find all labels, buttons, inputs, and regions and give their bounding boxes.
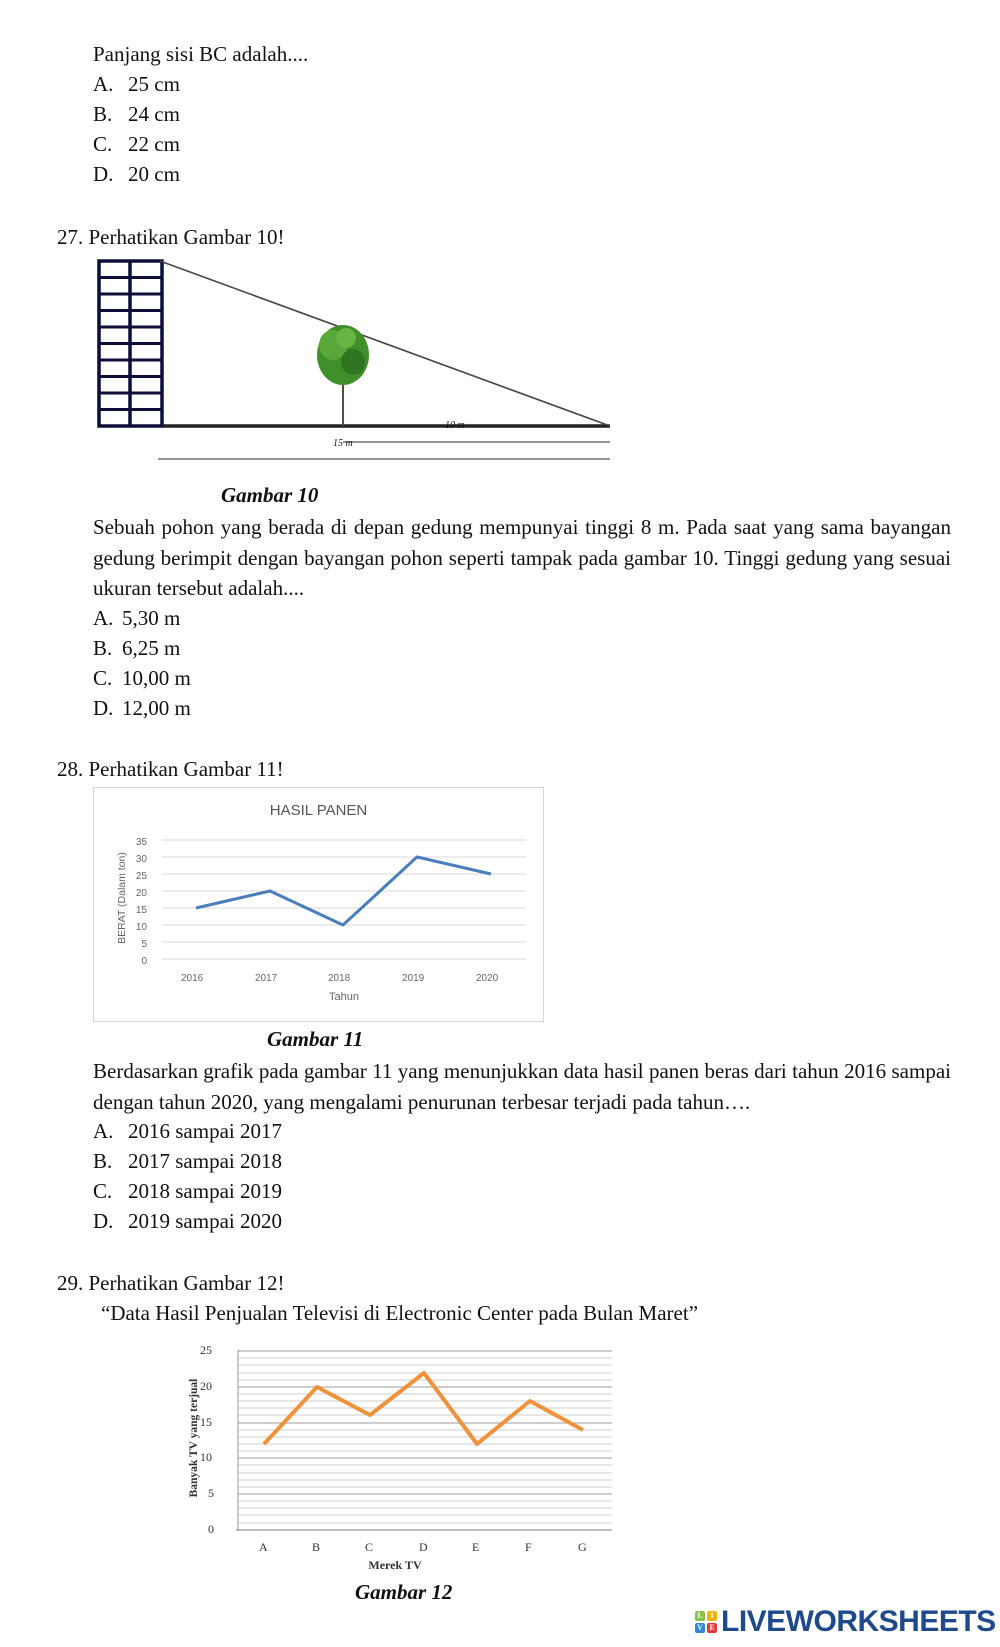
x-axis-label: Tahun <box>329 991 359 1003</box>
x-axis-label: Merek TV <box>368 1558 422 1572</box>
q26-prompt: Panjang sisi BC adalah.... <box>93 42 309 66</box>
label-10m: 10 m <box>445 420 465 431</box>
logo-tiles-icon: L I V E <box>695 1611 717 1633</box>
x-tick: A <box>259 1540 268 1554</box>
chart-title: HASIL PANEN <box>269 802 368 819</box>
y-ticks: 35 30 25 20 15 10 5 0 <box>135 837 147 967</box>
y-tick: 15 <box>200 1415 212 1429</box>
q27-heading: 27. Perhatikan Gambar 10! <box>57 225 285 249</box>
tree-icon <box>317 325 369 426</box>
y-tick: 25 <box>200 1343 212 1357</box>
y-tick: 5 <box>208 1486 214 1500</box>
q28-body: Berdasarkan grafik pada gambar 11 yang menunjukkan data hasil panen beras dari tahun 2016 sampai dengan tahun 2020, yang mengalami penurunan terbesar terjadi pada tahun…. <box>93 1059 951 1114</box>
figure-10-caption: Gambar 10 <box>221 483 319 507</box>
q27-option-d: D. 12,00 m <box>93 696 191 720</box>
x-tick: B <box>312 1540 321 1554</box>
q26-option-c: C. 22 cm <box>93 132 180 156</box>
x-tick: 2018 <box>328 973 351 984</box>
label-15m: 15 m <box>333 438 353 449</box>
liveworksheets-logo <box>695 1605 996 1639</box>
chart-hasil-panen <box>93 787 544 1022</box>
y-tick: 10 <box>200 1450 212 1464</box>
q26-option-a: A. 25 cm <box>93 72 180 96</box>
q28-option-b: B. 2017 sampai 2018 <box>93 1149 282 1173</box>
x-tick: 2019 <box>402 973 425 984</box>
x-tick: C <box>365 1540 374 1554</box>
q27-body: Sebuah pohon yang berada di depan gedung mempunyai tinggi 8 m. Pada saat yang sama bayangan gedung berimpit dengan bayangan pohon seperti tampak pada gambar 10. Tinggi gedung yang sesuai ukuran tersebut adalah.... <box>93 515 951 600</box>
brand-name: LIVEWORKSHEETS <box>721 1605 996 1638</box>
q27-option-a: A. 5,30 m <box>93 606 181 630</box>
x-tick: E <box>472 1540 480 1554</box>
q26-option-d: D. 20 cm <box>93 162 180 186</box>
q27-option-b: B. 6,25 m <box>93 636 181 660</box>
figure-12-caption: Gambar 12 <box>355 1580 453 1604</box>
x-tick: D <box>419 1540 428 1554</box>
q29-heading: 29. Perhatikan Gambar 12! <box>57 1271 285 1295</box>
building-icon <box>99 261 162 426</box>
y-axis-label: Banyak TV yang terjual <box>188 1378 200 1498</box>
y-axis-label: BERAT (Dalam ton) <box>116 852 128 944</box>
q28-heading: 28. Perhatikan Gambar 11! <box>57 757 284 781</box>
q28-option-d: D. 2019 sampai 2020 <box>93 1209 282 1233</box>
figure-11-caption: Gambar 11 <box>267 1027 364 1051</box>
q28-option-c: C. 2018 sampai 2019 <box>93 1179 282 1203</box>
q26-option-b: B. 24 cm <box>93 102 180 126</box>
figure-10 <box>50 250 610 480</box>
x-tick: 2016 <box>181 973 204 984</box>
chart-penjualan-tv <box>170 1340 620 1580</box>
q28-option-a: A. 2016 sampai 2017 <box>93 1119 282 1143</box>
y-tick: 0 <box>208 1522 214 1536</box>
x-tick: 2017 <box>255 973 278 984</box>
y-tick: 20 <box>200 1379 212 1393</box>
x-tick: 2020 <box>476 973 499 984</box>
q29-subtitle: “Data Hasil Penjualan Televisi di Electronic Center pada Bulan Maret” <box>101 1301 699 1325</box>
q27-option-c: C. 10,00 m <box>93 666 191 690</box>
x-tick: F <box>525 1540 532 1554</box>
x-tick: G <box>578 1540 587 1554</box>
